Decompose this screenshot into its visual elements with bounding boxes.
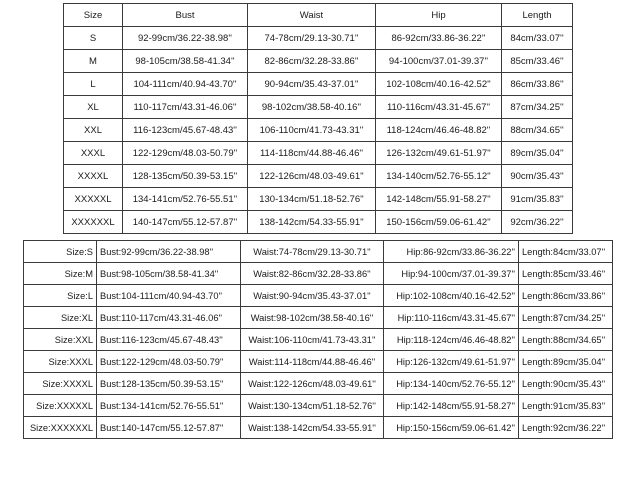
bust-cell: 104-111cm/40.94-43.70'' bbox=[123, 73, 248, 96]
waist-cell: Waist:114-118cm/44.88-46.46'' bbox=[241, 351, 384, 373]
hip-cell: Hip:94-100cm/37.01-39.37'' bbox=[384, 263, 519, 285]
table-row bbox=[64, 165, 573, 188]
size-cell: XXXL bbox=[64, 142, 123, 165]
waist-cell: Waist:138-142cm/54.33-55.91'' bbox=[241, 417, 384, 439]
waist-cell: Waist:106-110cm/41.73-43.31'' bbox=[241, 329, 384, 351]
size-cell: Size:XXXXXL bbox=[24, 395, 97, 417]
bust-cell: 140-147cm/55.12-57.87'' bbox=[123, 211, 248, 234]
size-chart-table bbox=[63, 3, 573, 234]
waist-cell: Waist:82-86cm/32.28-33.86'' bbox=[241, 263, 384, 285]
table-row bbox=[64, 50, 573, 73]
size-cell: XXXXL bbox=[64, 165, 123, 188]
size-cell: XXXXXL bbox=[64, 188, 123, 211]
hip-cell: 94-100cm/37.01-39.37'' bbox=[376, 50, 502, 73]
bust-cell: 98-105cm/38.58-41.34'' bbox=[123, 50, 248, 73]
size-cell: Size:XXXXXXL bbox=[24, 417, 97, 439]
header-bust: Bust bbox=[123, 4, 248, 27]
length-cell: 88cm/34.65'' bbox=[502, 119, 573, 142]
hip-cell: 86-92cm/33.86-36.22'' bbox=[376, 27, 502, 50]
size-cell: Size:S bbox=[24, 241, 97, 263]
header-length: Length bbox=[502, 4, 573, 27]
size-cell: Size:XXXXL bbox=[24, 373, 97, 395]
bust-cell: Bust:134-141cm/52.76-55.51'' bbox=[97, 395, 241, 417]
hip-cell: 142-148cm/55.91-58.27'' bbox=[376, 188, 502, 211]
size-cell: S bbox=[64, 27, 123, 50]
table-row bbox=[24, 373, 613, 395]
table-row bbox=[24, 307, 613, 329]
hip-cell: Hip:118-124cm/46.46-48.82'' bbox=[384, 329, 519, 351]
table-row bbox=[24, 417, 613, 439]
hip-cell: Hip:150-156cm/59.06-61.42'' bbox=[384, 417, 519, 439]
size-cell: Size:M bbox=[24, 263, 97, 285]
hip-cell: Hip:110-116cm/43.31-45.67'' bbox=[384, 307, 519, 329]
length-cell: 87cm/34.25'' bbox=[502, 96, 573, 119]
bust-cell: 116-123cm/45.67-48.43'' bbox=[123, 119, 248, 142]
bust-cell: Bust:116-123cm/45.67-48.43'' bbox=[97, 329, 241, 351]
length-cell: Length:84cm/33.07'' bbox=[519, 241, 613, 263]
length-cell: Length:87cm/34.25'' bbox=[519, 307, 613, 329]
bust-cell: Bust:140-147cm/55.12-57.87'' bbox=[97, 417, 241, 439]
table-row bbox=[64, 27, 573, 50]
bust-cell: 92-99cm/36.22-38.98'' bbox=[123, 27, 248, 50]
hip-cell: Hip:102-108cm/40.16-42.52'' bbox=[384, 285, 519, 307]
table-row bbox=[24, 285, 613, 307]
table-row bbox=[24, 351, 613, 373]
header-row bbox=[64, 4, 573, 27]
table-row bbox=[64, 119, 573, 142]
waist-cell: 98-102cm/38.58-40.16'' bbox=[248, 96, 376, 119]
length-cell: Length:85cm/33.46'' bbox=[519, 263, 613, 285]
hip-cell: 150-156cm/59.06-61.42'' bbox=[376, 211, 502, 234]
waist-cell: 114-118cm/44.88-46.46'' bbox=[248, 142, 376, 165]
size-chart-labeled-table bbox=[23, 240, 613, 439]
length-cell: 90cm/35.43'' bbox=[502, 165, 573, 188]
size-cell: Size:XL bbox=[24, 307, 97, 329]
waist-cell: 106-110cm/41.73-43.31'' bbox=[248, 119, 376, 142]
hip-cell: Hip:142-148cm/55.91-58.27'' bbox=[384, 395, 519, 417]
waist-cell: 82-86cm/32.28-33.86'' bbox=[248, 50, 376, 73]
waist-cell: 90-94cm/35.43-37.01'' bbox=[248, 73, 376, 96]
size-cell: Size:XXL bbox=[24, 329, 97, 351]
hip-cell: Hip:126-132cm/49.61-51.97'' bbox=[384, 351, 519, 373]
table-row bbox=[24, 395, 613, 417]
size-cell: M bbox=[64, 50, 123, 73]
table-row bbox=[24, 329, 613, 351]
length-cell: 92cm/36.22'' bbox=[502, 211, 573, 234]
table-row bbox=[64, 188, 573, 211]
length-cell: Length:89cm/35.04'' bbox=[519, 351, 613, 373]
size-cell: XXL bbox=[64, 119, 123, 142]
bust-cell: Bust:92-99cm/36.22-38.98'' bbox=[97, 241, 241, 263]
size-cell: L bbox=[64, 73, 123, 96]
size-cell: Size:XXXL bbox=[24, 351, 97, 373]
header-size: Size bbox=[64, 4, 123, 27]
hip-cell: Hip:86-92cm/33.86-36.22'' bbox=[384, 241, 519, 263]
table-row bbox=[24, 263, 613, 285]
size-cell: Size:L bbox=[24, 285, 97, 307]
bust-cell: 110-117cm/43.31-46.06'' bbox=[123, 96, 248, 119]
table-row bbox=[64, 142, 573, 165]
waist-cell: 74-78cm/29.13-30.71'' bbox=[248, 27, 376, 50]
table-row bbox=[64, 211, 573, 234]
hip-cell: 126-132cm/49.61-51.97'' bbox=[376, 142, 502, 165]
length-cell: Length:88cm/34.65'' bbox=[519, 329, 613, 351]
length-cell: 84cm/33.07'' bbox=[502, 27, 573, 50]
size-cell: XXXXXXL bbox=[64, 211, 123, 234]
table-row bbox=[64, 96, 573, 119]
waist-cell: Waist:74-78cm/29.13-30.71'' bbox=[241, 241, 384, 263]
length-cell: 86cm/33.86'' bbox=[502, 73, 573, 96]
hip-cell: 134-140cm/52.76-55.12'' bbox=[376, 165, 502, 188]
waist-cell: Waist:122-126cm/48.03-49.61'' bbox=[241, 373, 384, 395]
header-hip: Hip bbox=[376, 4, 502, 27]
length-cell: 85cm/33.46'' bbox=[502, 50, 573, 73]
length-cell: Length:86cm/33.86'' bbox=[519, 285, 613, 307]
bust-cell: Bust:104-111cm/40.94-43.70'' bbox=[97, 285, 241, 307]
hip-cell: Hip:134-140cm/52.76-55.12'' bbox=[384, 373, 519, 395]
size-chart-body bbox=[64, 4, 573, 234]
bust-cell: 134-141cm/52.76-55.51'' bbox=[123, 188, 248, 211]
bust-cell: Bust:110-117cm/43.31-46.06'' bbox=[97, 307, 241, 329]
size-chart-labeled-body bbox=[24, 241, 613, 439]
hip-cell: 102-108cm/40.16-42.52'' bbox=[376, 73, 502, 96]
hip-cell: 118-124cm/46.46-48.82'' bbox=[376, 119, 502, 142]
bust-cell: Bust:128-135cm/50.39-53.15'' bbox=[97, 373, 241, 395]
length-cell: Length:91cm/35.83'' bbox=[519, 395, 613, 417]
waist-cell: Waist:90-94cm/35.43-37.01'' bbox=[241, 285, 384, 307]
bust-cell: 122-129cm/48.03-50.79'' bbox=[123, 142, 248, 165]
hip-cell: 110-116cm/43.31-45.67'' bbox=[376, 96, 502, 119]
waist-cell: 122-126cm/48.03-49.61'' bbox=[248, 165, 376, 188]
length-cell: 91cm/35.83'' bbox=[502, 188, 573, 211]
bust-cell: Bust:122-129cm/48.03-50.79'' bbox=[97, 351, 241, 373]
size-cell: XL bbox=[64, 96, 123, 119]
length-cell: 89cm/35.04'' bbox=[502, 142, 573, 165]
header-waist: Waist bbox=[248, 4, 376, 27]
table-row bbox=[64, 73, 573, 96]
bust-cell: Bust:98-105cm/38.58-41.34'' bbox=[97, 263, 241, 285]
length-cell: Length:92cm/36.22'' bbox=[519, 417, 613, 439]
waist-cell: 130-134cm/51.18-52.76'' bbox=[248, 188, 376, 211]
waist-cell: Waist:98-102cm/38.58-40.16'' bbox=[241, 307, 384, 329]
waist-cell: 138-142cm/54.33-55.91'' bbox=[248, 211, 376, 234]
bust-cell: 128-135cm/50.39-53.15'' bbox=[123, 165, 248, 188]
waist-cell: Waist:130-134cm/51.18-52.76'' bbox=[241, 395, 384, 417]
length-cell: Length:90cm/35.43'' bbox=[519, 373, 613, 395]
table-row bbox=[24, 241, 613, 263]
